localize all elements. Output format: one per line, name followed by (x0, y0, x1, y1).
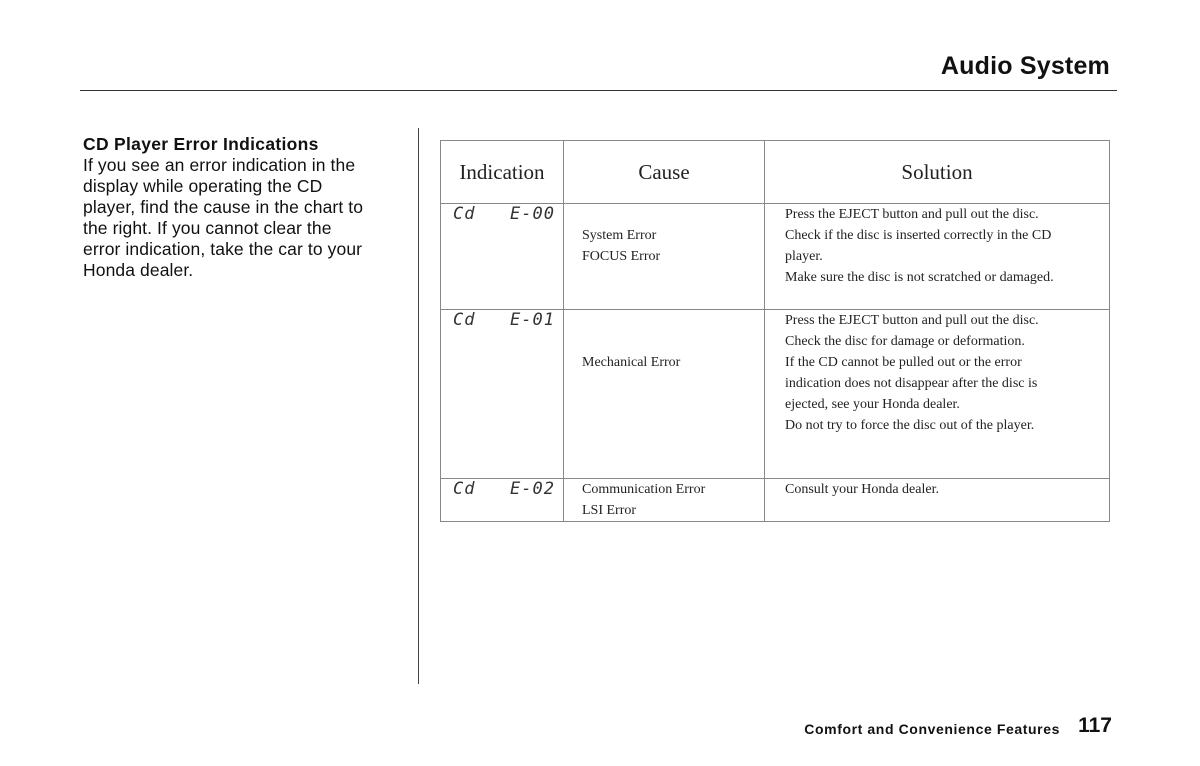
solution-line: Check the disc for damage or deformation. (785, 334, 1025, 349)
lcd-mode: Cd (453, 204, 476, 224)
solution-line: ejected, see your Honda dealer. (785, 397, 960, 412)
header-indication: Indication (441, 141, 564, 204)
solution-cell (765, 479, 1110, 522)
solution-cell (765, 204, 1110, 310)
page-title: Audio System (940, 52, 1110, 80)
solution-line: Press the EJECT button and pull out the disc. (785, 313, 1039, 328)
lcd-mode: Cd (453, 479, 476, 499)
header-cause: Cause (564, 141, 765, 204)
intro-line: display while operating the CD (83, 176, 323, 196)
intro-line: player, find the cause in the chart to (83, 197, 364, 217)
intro-line: the right. If you cannot clear the (83, 218, 332, 238)
intro-line: If you see an error indication in the (83, 155, 356, 175)
intro-paragraph (83, 155, 408, 281)
intro-column (83, 133, 408, 281)
solution-line: indication does not disappear after the disc is (785, 376, 1038, 391)
indication-cell (441, 479, 564, 522)
cause-cell (564, 204, 765, 310)
solution-line: player. (785, 249, 823, 264)
page-number: 117 (1078, 714, 1112, 737)
cause-line: System Error (582, 228, 657, 243)
section-heading: CD Player Error Indications (83, 134, 319, 154)
lcd-display (453, 204, 555, 225)
solution-line: Check if the disc is inserted correctly in the CD (785, 228, 1052, 243)
cause-line: Mechanical Error (582, 355, 681, 370)
solution-cell (765, 310, 1110, 479)
table-row (441, 204, 1110, 310)
lcd-code: E-02 (510, 479, 555, 499)
indication-cell (441, 310, 564, 479)
lcd-code: E-00 (510, 204, 555, 224)
column-divider (418, 128, 419, 684)
error-table (440, 140, 1110, 522)
solution-line: Consult your Honda dealer. (785, 482, 939, 497)
footer-section-title: Comfort and Convenience Features (804, 721, 1060, 737)
cause-cell (564, 479, 765, 522)
intro-line: error indication, take the car to your (83, 239, 363, 259)
solution-line: If the CD cannot be pulled out or the error (785, 355, 1022, 370)
title-divider (80, 90, 1117, 91)
lcd-mode: Cd (453, 310, 476, 330)
lcd-code: E-01 (510, 310, 555, 330)
table-row (441, 479, 1110, 522)
lcd-display (453, 479, 555, 500)
indication-cell (441, 204, 564, 310)
cause-cell (564, 310, 765, 479)
cause-line: LSI Error (582, 503, 637, 518)
solution-line: Make sure the disc is not scratched or damaged. (785, 270, 1054, 285)
table-row (441, 310, 1110, 479)
intro-line: Honda dealer. (83, 260, 194, 280)
solution-line: Do not try to force the disc out of the player. (785, 418, 1035, 433)
cause-line: FOCUS Error (582, 249, 661, 264)
lcd-display (453, 310, 555, 331)
cause-line: Communication Error (582, 482, 706, 497)
header-solution: Solution (765, 141, 1110, 204)
solution-line: Press the EJECT button and pull out the disc. (785, 207, 1039, 222)
table-header-row (441, 141, 1110, 204)
